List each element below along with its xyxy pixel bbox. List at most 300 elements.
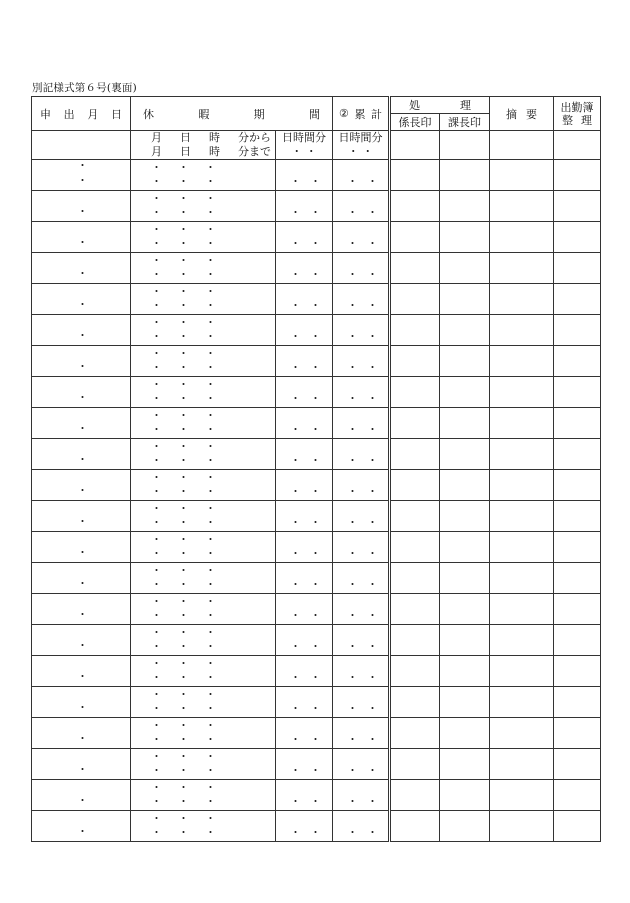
dot: ・ — [151, 409, 162, 422]
dot: ・ — [310, 454, 321, 467]
dot: ・ — [151, 733, 162, 746]
dot: ・ — [178, 485, 189, 498]
cell-duration[interactable] — [276, 501, 333, 532]
cell-summary[interactable] — [490, 377, 554, 408]
cell-summary[interactable] — [490, 284, 554, 315]
dot: ・ — [205, 564, 216, 577]
unit-from-char: 分から — [238, 131, 271, 144]
cell-attendance-book[interactable] — [554, 346, 601, 377]
cell-section-chief-seal[interactable] — [390, 501, 440, 532]
dot: ・ — [290, 826, 301, 839]
cell-application-date[interactable] — [32, 160, 131, 191]
cell-application-date[interactable] — [32, 563, 131, 594]
header-division-chief-seal: 課長印 — [440, 114, 490, 131]
cell-summary[interactable] — [490, 811, 554, 842]
cell-cumulative[interactable] — [333, 346, 390, 377]
dot: ・ — [347, 516, 358, 529]
cell-application-date[interactable] — [32, 780, 131, 811]
dot: ・ — [290, 547, 301, 560]
dot: ・ — [310, 578, 321, 591]
cell-section-chief-seal[interactable] — [390, 315, 440, 346]
cell-leave-period[interactable] — [131, 160, 276, 191]
cell-attendance-book[interactable] — [554, 532, 601, 563]
table-row — [32, 160, 601, 191]
cell-application-date[interactable] — [32, 532, 131, 563]
cell-section-chief-seal[interactable] — [390, 470, 440, 501]
cell-cumulative[interactable] — [333, 749, 390, 780]
cell-summary[interactable] — [490, 563, 554, 594]
cell-application-date[interactable] — [32, 284, 131, 315]
cell-duration[interactable] — [276, 253, 333, 284]
dot: ・ — [347, 485, 358, 498]
table-row — [32, 656, 601, 687]
cell-summary[interactable] — [490, 749, 554, 780]
cell-summary[interactable] — [490, 625, 554, 656]
header-application-date — [32, 97, 131, 131]
cell-attendance-book[interactable] — [554, 191, 601, 222]
dot: ・ — [77, 298, 88, 311]
cell-section-chief-seal[interactable] — [390, 253, 440, 284]
dot: ・ — [310, 516, 321, 529]
dot: ・ — [77, 329, 88, 342]
dot: ・ — [367, 764, 378, 777]
dot: ・ — [310, 330, 321, 343]
dot: ・ — [151, 719, 162, 732]
cell-duration[interactable] — [276, 625, 333, 656]
cell-duration[interactable] — [276, 532, 333, 563]
cell-attendance-book[interactable] — [554, 470, 601, 501]
cell-duration[interactable] — [276, 377, 333, 408]
cell-section-chief-seal[interactable] — [390, 749, 440, 780]
dot: ・ — [178, 378, 189, 391]
cell-cumulative[interactable] — [333, 439, 390, 470]
cell-summary[interactable] — [490, 594, 554, 625]
cell-summary[interactable] — [490, 222, 554, 253]
dot: ・ — [77, 515, 88, 528]
dot: ・ — [205, 750, 216, 763]
dot: ・ — [178, 268, 189, 281]
dot: ・ — [347, 733, 358, 746]
dot: ・ — [151, 471, 162, 484]
header-summary-char: 摘 — [506, 107, 517, 121]
cell-section-chief-seal[interactable] — [390, 284, 440, 315]
cell-cumulative[interactable] — [333, 718, 390, 749]
dot: ・ — [151, 578, 162, 591]
dot: ・ — [205, 175, 216, 188]
cell-attendance-book[interactable] — [554, 718, 601, 749]
cell-cumulative[interactable] — [333, 222, 390, 253]
cell-duration[interactable] — [276, 439, 333, 470]
dot: ・ — [77, 670, 88, 683]
dot: ・ — [77, 639, 88, 652]
cell-duration[interactable] — [276, 284, 333, 315]
cell-summary[interactable] — [490, 160, 554, 191]
cell-division-chief-seal[interactable] — [440, 346, 490, 377]
dot: ・ — [290, 764, 301, 777]
dot: ・ — [151, 485, 162, 498]
cell-section-chief-seal[interactable] — [390, 532, 440, 563]
dot: ・ — [290, 175, 301, 188]
cell-summary[interactable] — [490, 656, 554, 687]
cell-section-chief-seal[interactable] — [390, 780, 440, 811]
dot: ・ — [290, 237, 301, 250]
dot: ・ — [77, 484, 88, 497]
dot: ・ — [178, 657, 189, 670]
cell-application-date[interactable] — [32, 408, 131, 439]
dot: ・ — [347, 826, 358, 839]
header-application-date-char: 申 — [40, 107, 51, 121]
cell-attendance-book[interactable] — [554, 253, 601, 284]
cell-application-date[interactable] — [32, 253, 131, 284]
table-row — [32, 532, 601, 563]
cell-cumulative[interactable] — [333, 687, 390, 718]
cell-summary[interactable] — [490, 780, 554, 811]
table-row — [32, 811, 601, 842]
cell-division-chief-seal[interactable] — [440, 594, 490, 625]
cell-duration[interactable] — [276, 160, 333, 191]
cell-duration[interactable] — [276, 594, 333, 625]
cell-duration[interactable] — [276, 687, 333, 718]
cell-attendance-book[interactable] — [554, 377, 601, 408]
cell-attendance-book[interactable] — [554, 811, 601, 842]
cell-leave-period[interactable] — [131, 408, 276, 439]
cell-leave-period[interactable] — [131, 625, 276, 656]
header-section-chief-seal: 係長印 — [390, 114, 440, 131]
dot: ・ — [178, 671, 189, 684]
cell-division-chief-seal[interactable] — [440, 749, 490, 780]
dot: ・ — [367, 826, 378, 839]
dot: ・ — [367, 454, 378, 467]
table-row — [32, 687, 601, 718]
cell-leave-period[interactable] — [131, 656, 276, 687]
header-application-date-char: 出 — [63, 107, 75, 121]
dot: ・ — [77, 608, 88, 621]
dot: ・ — [205, 268, 216, 281]
cell-section-chief-seal[interactable] — [390, 191, 440, 222]
dot: ・ — [151, 671, 162, 684]
dot: ・ — [77, 236, 88, 249]
cell-summary[interactable] — [490, 687, 554, 718]
cell-attendance-book[interactable] — [554, 501, 601, 532]
dot: ・ — [310, 702, 321, 715]
dot: ・ — [310, 423, 321, 436]
header-cumulative-char: 計 — [371, 107, 382, 121]
dot: ・ — [367, 671, 378, 684]
cell-division-chief-seal[interactable] — [440, 222, 490, 253]
cell-leave-period[interactable] — [131, 687, 276, 718]
cell-section-chief-seal[interactable] — [390, 160, 440, 191]
dot: ・ — [205, 161, 216, 174]
cell-duration[interactable] — [276, 346, 333, 377]
cell-cumulative[interactable] — [333, 594, 390, 625]
dot: ・ — [178, 409, 189, 422]
dot: ・ — [77, 360, 88, 373]
dot: ・ — [205, 485, 216, 498]
cell-cumulative[interactable] — [333, 563, 390, 594]
cell-application-date[interactable] — [32, 625, 131, 656]
cell-duration[interactable] — [276, 718, 333, 749]
header-leave-period-char: 休 — [143, 107, 154, 121]
dot: ・ — [151, 330, 162, 343]
cell-duration[interactable] — [276, 408, 333, 439]
table-row — [32, 346, 601, 377]
cell-division-chief-seal[interactable] — [440, 718, 490, 749]
dot: ・ — [367, 206, 378, 219]
cell-leave-period[interactable] — [131, 284, 276, 315]
table-row — [32, 284, 601, 315]
dot: ・ — [310, 733, 321, 746]
dot: ・ — [367, 578, 378, 591]
cell-attendance-book[interactable] — [554, 687, 601, 718]
dot: ・ — [347, 237, 358, 250]
cell-division-chief-seal[interactable] — [440, 470, 490, 501]
cell-cumulative[interactable] — [333, 377, 390, 408]
cell-application-date[interactable] — [32, 377, 131, 408]
cell-cumulative[interactable] — [333, 253, 390, 284]
dot: ・ — [178, 688, 189, 701]
dot: ・ — [347, 175, 358, 188]
cell-cumulative[interactable] — [333, 780, 390, 811]
cell-attendance-book[interactable] — [554, 160, 601, 191]
cell-cumulative[interactable] — [333, 625, 390, 656]
cell-section-chief-seal[interactable] — [390, 811, 440, 842]
dot: ・ — [310, 392, 321, 405]
cell-application-date[interactable] — [32, 222, 131, 253]
cell-leave-period[interactable] — [131, 501, 276, 532]
cell-leave-period[interactable] — [131, 532, 276, 563]
dot: ・ — [178, 423, 189, 436]
dot: ・ — [178, 440, 189, 453]
cell-cumulative[interactable] — [333, 191, 390, 222]
header-leave-period-char: 間 — [308, 107, 320, 121]
cell-cumulative[interactable] — [333, 656, 390, 687]
cell-section-chief-seal[interactable] — [390, 718, 440, 749]
cell-summary[interactable] — [490, 191, 554, 222]
cell-leave-period[interactable] — [131, 253, 276, 284]
cell-section-chief-seal[interactable] — [390, 408, 440, 439]
cell-duration[interactable] — [276, 470, 333, 501]
cell-division-chief-seal[interactable] — [440, 656, 490, 687]
dot: ・ — [77, 825, 88, 838]
dot: ・ — [178, 316, 189, 329]
dot: ・ — [367, 702, 378, 715]
table-row — [32, 439, 601, 470]
header-leave-period-char: 期 — [253, 107, 265, 121]
dot: ・ — [178, 192, 189, 205]
cell-leave-period[interactable] — [131, 811, 276, 842]
dot: ・ — [151, 516, 162, 529]
cell-summary[interactable] — [490, 718, 554, 749]
cell-attendance-book[interactable] — [554, 284, 601, 315]
cell-attendance-book[interactable] — [554, 656, 601, 687]
dot: ・ — [77, 174, 88, 187]
dot: ・ — [151, 175, 162, 188]
cell-division-chief-seal[interactable] — [440, 284, 490, 315]
header-processing-char: 理 — [460, 99, 471, 112]
dot: ・ — [178, 702, 189, 715]
cell-cumulative[interactable] — [333, 532, 390, 563]
dot: ・ — [178, 626, 189, 639]
dot: ・ — [151, 688, 162, 701]
cell-division-chief-seal[interactable] — [440, 687, 490, 718]
dot: ・ — [205, 409, 216, 422]
cell-division-chief-seal[interactable] — [440, 439, 490, 470]
cell-attendance-book[interactable] — [554, 749, 601, 780]
cell-cumulative[interactable] — [333, 501, 390, 532]
dot: ・ — [205, 795, 216, 808]
cell-leave-period[interactable] — [131, 222, 276, 253]
cell-attendance-book[interactable] — [554, 439, 601, 470]
cell-application-date[interactable] — [32, 594, 131, 625]
cell-summary[interactable] — [490, 346, 554, 377]
cell-leave-period[interactable] — [131, 563, 276, 594]
dot: ・ — [178, 502, 189, 515]
cell-division-chief-seal[interactable] — [440, 377, 490, 408]
dot: ・ — [347, 206, 358, 219]
dot: ・ — [205, 254, 216, 267]
cell-duration[interactable] — [276, 811, 333, 842]
cell-division-chief-seal[interactable] — [440, 160, 490, 191]
cell-leave-period[interactable] — [131, 594, 276, 625]
cell-summary[interactable] — [490, 501, 554, 532]
cell-duration[interactable] — [276, 780, 333, 811]
cell-attendance-book[interactable] — [554, 222, 601, 253]
cell-leave-period[interactable] — [131, 780, 276, 811]
cell-application-date[interactable] — [32, 346, 131, 377]
cell-division-chief-seal[interactable] — [440, 780, 490, 811]
cell-section-chief-seal[interactable] — [390, 377, 440, 408]
cell-section-chief-seal[interactable] — [390, 222, 440, 253]
cell-cumulative[interactable] — [333, 284, 390, 315]
cell-duration[interactable] — [276, 222, 333, 253]
cell-leave-period[interactable] — [131, 377, 276, 408]
cell-section-chief-seal[interactable] — [390, 687, 440, 718]
cell-division-chief-seal[interactable] — [440, 253, 490, 284]
dot: ・ — [178, 361, 189, 374]
dot: ・ — [77, 546, 88, 559]
cell-cumulative[interactable] — [333, 470, 390, 501]
cell-division-chief-seal[interactable] — [440, 625, 490, 656]
dot: ・ — [151, 440, 162, 453]
cell-application-date[interactable] — [32, 718, 131, 749]
cell-section-chief-seal[interactable] — [390, 656, 440, 687]
dot: ・ — [205, 316, 216, 329]
cell-division-chief-seal[interactable] — [440, 532, 490, 563]
dot: ・ — [205, 330, 216, 343]
units-duration: 日時間分 ・ ・ — [276, 131, 333, 160]
cell-application-date[interactable] — [32, 656, 131, 687]
cell-attendance-book[interactable] — [554, 625, 601, 656]
dot: ・ — [205, 671, 216, 684]
cell-application-date[interactable] — [32, 811, 131, 842]
cell-summary[interactable] — [490, 253, 554, 284]
cell-duration[interactable] — [276, 749, 333, 780]
cell-division-chief-seal[interactable] — [440, 408, 490, 439]
dot: ・ — [205, 702, 216, 715]
cell-division-chief-seal[interactable] — [440, 315, 490, 346]
units-leave-period — [131, 131, 276, 160]
dot: ・ — [205, 516, 216, 529]
dot: ・ — [178, 595, 189, 608]
leave-record-table — [31, 96, 601, 842]
cell-cumulative[interactable] — [333, 160, 390, 191]
cell-division-chief-seal[interactable] — [440, 501, 490, 532]
cell-summary[interactable] — [490, 439, 554, 470]
cell-application-date[interactable] — [32, 749, 131, 780]
cell-duration[interactable] — [276, 191, 333, 222]
dot: ・ — [178, 175, 189, 188]
cell-section-chief-seal[interactable] — [390, 625, 440, 656]
cell-leave-period[interactable] — [131, 749, 276, 780]
cell-attendance-book[interactable] — [554, 315, 601, 346]
cell-attendance-book[interactable] — [554, 408, 601, 439]
dot: ・ — [151, 361, 162, 374]
dot: ・ — [151, 316, 162, 329]
cell-division-chief-seal[interactable] — [440, 563, 490, 594]
dot: ・ — [367, 361, 378, 374]
cell-application-date[interactable] — [32, 470, 131, 501]
cell-leave-period[interactable] — [131, 470, 276, 501]
dot: ・ — [347, 702, 358, 715]
dot: ・ — [347, 671, 358, 684]
cell-attendance-book[interactable] — [554, 563, 601, 594]
cell-duration[interactable] — [276, 315, 333, 346]
cell-summary[interactable] — [490, 315, 554, 346]
cell-cumulative[interactable] — [333, 315, 390, 346]
cell-section-chief-seal[interactable] — [390, 594, 440, 625]
cell-attendance-book[interactable] — [554, 594, 601, 625]
cell-section-chief-seal[interactable] — [390, 439, 440, 470]
cell-division-chief-seal[interactable] — [440, 811, 490, 842]
cell-leave-period[interactable] — [131, 191, 276, 222]
cell-summary[interactable] — [490, 408, 554, 439]
dot: ・ — [151, 347, 162, 360]
cell-summary[interactable] — [490, 532, 554, 563]
cell-application-date[interactable] — [32, 687, 131, 718]
cell-leave-period[interactable] — [131, 718, 276, 749]
cell-application-date[interactable] — [32, 439, 131, 470]
cell-duration[interactable] — [276, 656, 333, 687]
cell-leave-period[interactable] — [131, 439, 276, 470]
cell-application-date[interactable] — [32, 315, 131, 346]
cell-leave-period[interactable] — [131, 315, 276, 346]
dot: ・ — [290, 578, 301, 591]
cell-division-chief-seal[interactable] — [440, 191, 490, 222]
table-row — [32, 315, 601, 346]
cell-section-chief-seal[interactable] — [390, 563, 440, 594]
cell-leave-period[interactable] — [131, 346, 276, 377]
cell-duration[interactable] — [276, 563, 333, 594]
dot: ・ — [367, 330, 378, 343]
dot: ・ — [347, 268, 358, 281]
dot: ・ — [367, 423, 378, 436]
table-row — [32, 780, 601, 811]
dot: ・ — [290, 330, 301, 343]
dot: ・ — [178, 547, 189, 560]
dot: ・ — [310, 237, 321, 250]
cell-cumulative[interactable] — [333, 408, 390, 439]
dot: ・ — [205, 237, 216, 250]
dot: ・ — [205, 733, 216, 746]
cell-summary[interactable] — [490, 470, 554, 501]
cell-cumulative[interactable] — [333, 811, 390, 842]
cell-attendance-book[interactable] — [554, 780, 601, 811]
cell-application-date[interactable] — [32, 501, 131, 532]
dot: ・ — [205, 471, 216, 484]
cell-section-chief-seal[interactable] — [390, 346, 440, 377]
header-application-date-char: 日 — [110, 107, 122, 121]
cell-application-date[interactable] — [32, 191, 131, 222]
